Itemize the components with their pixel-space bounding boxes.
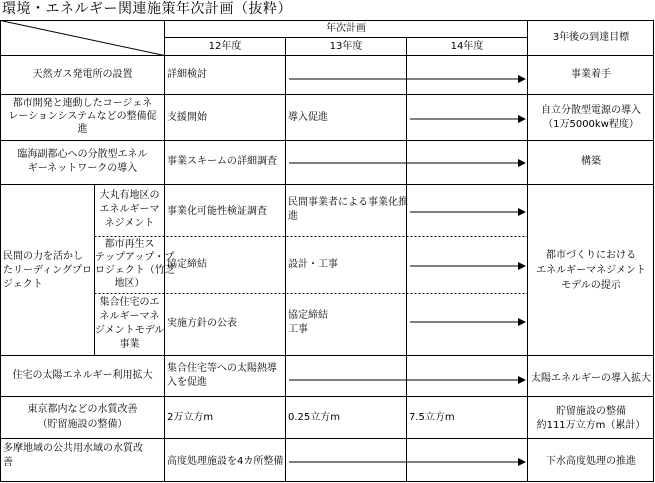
sub-y13: 進 [288, 211, 298, 222]
row-goal: 貯留施設の整備 [556, 406, 626, 417]
sub-name: 集合住宅のエ [99, 297, 160, 308]
row-y13: 導入促進 [288, 112, 328, 123]
row-y13: 0.25立方m [288, 412, 341, 423]
sub-name: ネジメント [104, 218, 155, 229]
header-goal-label: 3年後の到達目標 [552, 32, 630, 43]
group-name: 民間の力を活かし [3, 251, 83, 262]
group-name: たリーディングプロ [3, 265, 92, 276]
sub-name: ロジェクト（竹芝 [95, 265, 175, 276]
row-name: 天然ガス発電所の設置 [32, 69, 133, 80]
sub-y13: 民間事業者による事業化推 [288, 197, 408, 208]
group-name: ジェクト [3, 279, 43, 290]
header-year-14: 14年度 [450, 41, 484, 52]
header-plan-label: 年次計画 [326, 23, 366, 34]
sub-y12: 実施方針の公表 [167, 318, 237, 329]
sub-name: テップアップ・プ [95, 252, 175, 263]
group-goal: エネルギーマネジメント [536, 265, 646, 276]
header-year-13: 13年度 [329, 41, 363, 52]
sub-name: 地区） [114, 278, 145, 289]
row-name: 住宅の太陽エネルギー利用拡大 [12, 370, 153, 381]
row-name: （貯留施設の整備） [37, 419, 128, 430]
sub-y13: 協定締結 [288, 310, 328, 321]
row-y12: 事業スキームの詳細調査 [167, 156, 277, 167]
sub-y13: 設計・工事 [288, 259, 338, 270]
row-y12: 詳細検討 [167, 69, 207, 80]
row-name: 進 [77, 124, 88, 135]
row-name: 都市開発と連動したコージェネ [12, 98, 153, 109]
page-title: 環境・エネルギー関連施策年次計画（抜粋） [2, 1, 292, 17]
sub-name: 事業 [119, 339, 140, 350]
sub-name: ネルギーマネ [99, 311, 160, 322]
row-y12: 集合住宅等への太陽熱導 [167, 363, 277, 374]
group-goal: 都市づくりにおける [546, 250, 636, 261]
sub-name: 大丸有地区の [99, 190, 160, 201]
row-goal: （1万5000kw程度） [543, 119, 639, 130]
group-goal: モデルの提示 [561, 280, 621, 291]
row-y12: 2万立方m [167, 412, 214, 423]
row-name: 臨海副都心への分散型エネル [17, 149, 148, 160]
row-name: レーションシステムなどの整備促 [8, 111, 157, 122]
row-y14: 7.5立方m [409, 412, 455, 423]
sub-name: 都市再生ス [104, 239, 155, 250]
sub-name: エネルギーマ [99, 204, 160, 215]
row-y12: 支援開始 [167, 112, 207, 123]
row-y12: 入を促進 [167, 377, 207, 388]
row-name: 東京都内などの水質改善 [27, 404, 138, 415]
row-goal: 約111万立方m（累計） [536, 420, 646, 431]
sub-name: ジメントモデル [95, 325, 165, 336]
row-goal: 太陽エネルギーの導入拡大 [531, 373, 651, 384]
row-y12: 高度処理施設を4カ所整備 [167, 456, 284, 467]
sub-y12: 事業化可能性検証調査 [167, 206, 267, 217]
row-name: 多摩地域の公共用水域の水質改 [3, 443, 143, 454]
row-goal: 構築 [581, 156, 601, 167]
row-goal: 自立分散型電源の導入 [541, 105, 641, 116]
row-name: ギーネットワークの導入 [27, 163, 138, 174]
row-goal: 下水高度処理の推進 [546, 456, 636, 467]
header-year-12: 12年度 [208, 41, 242, 52]
sub-y13: 工事 [288, 324, 308, 335]
row-name: 善 [3, 457, 13, 468]
sub-y12: 協定締結 [167, 259, 207, 270]
row-goal: 事業着手 [571, 69, 611, 80]
